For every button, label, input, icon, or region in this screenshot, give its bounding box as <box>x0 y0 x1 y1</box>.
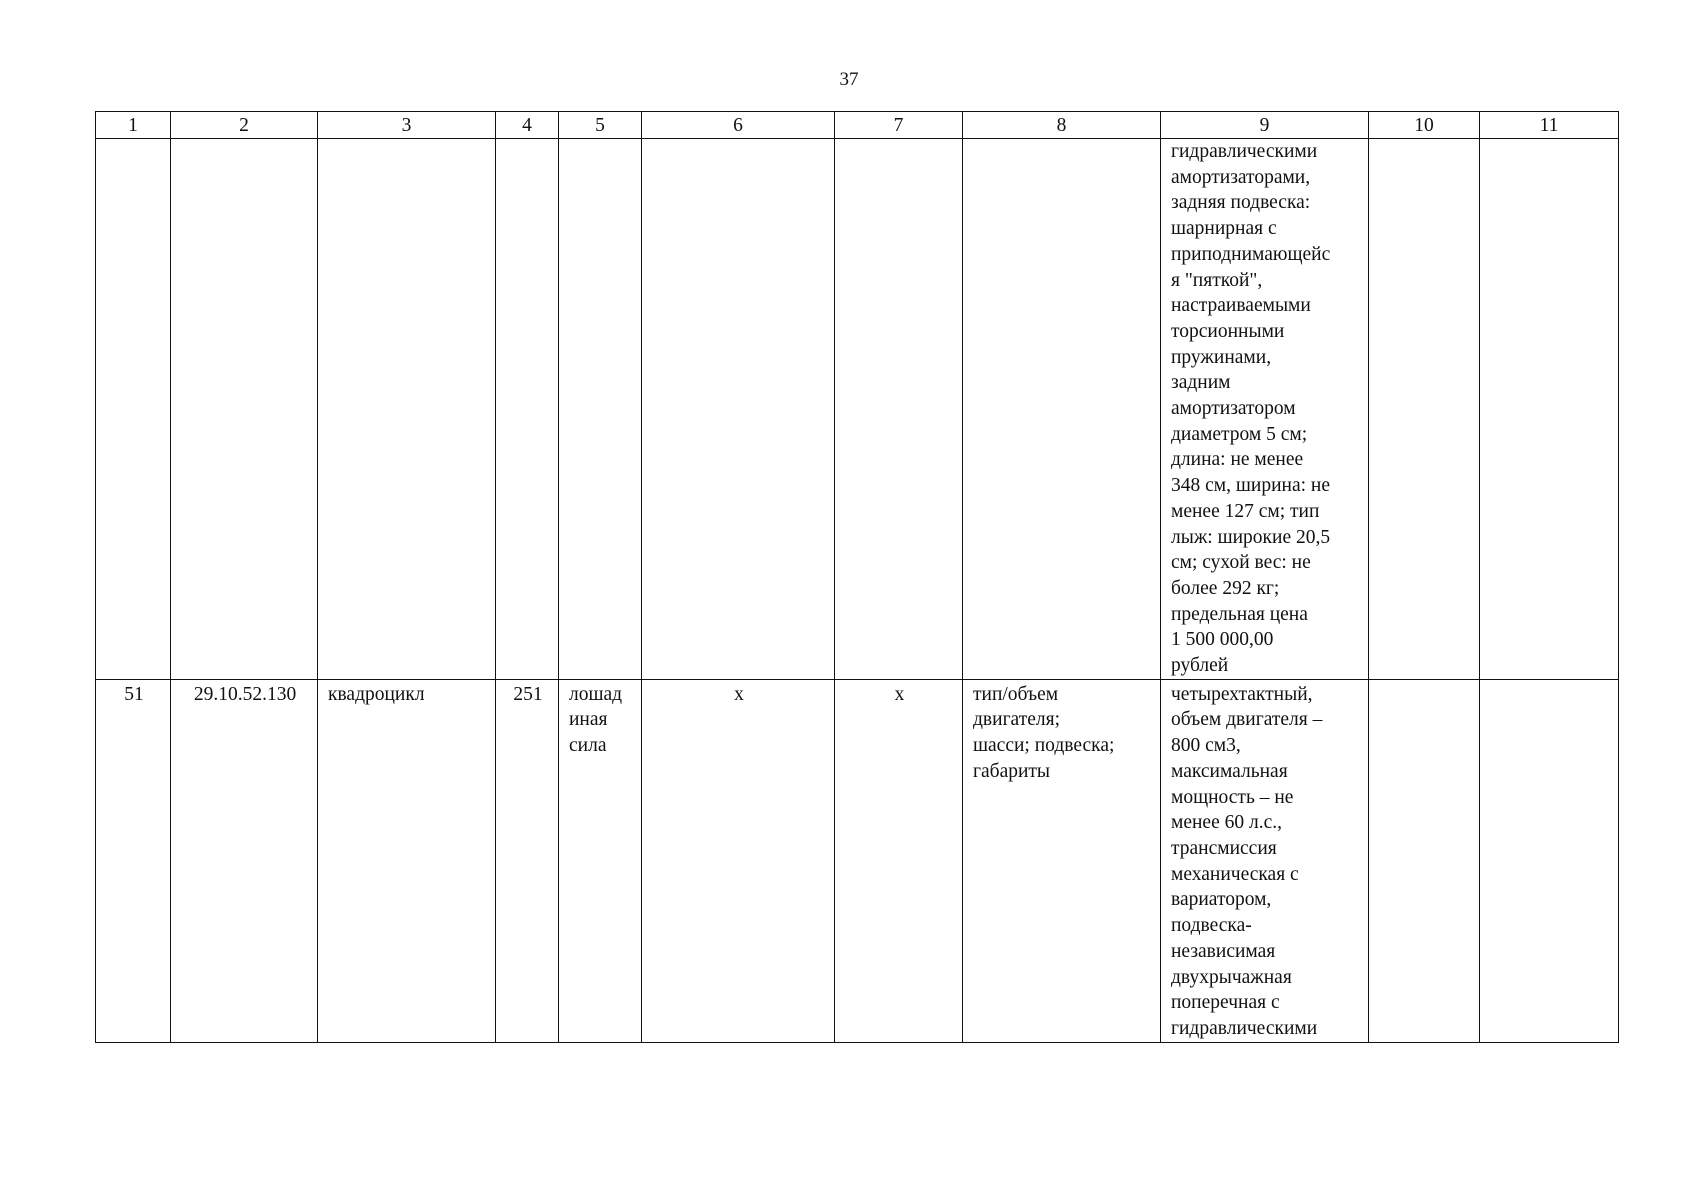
specification-table <box>95 111 1619 1043</box>
table-cell <box>496 139 559 680</box>
page-number: 37 <box>839 69 859 90</box>
okpd-code-cell: 29.10.52.130 <box>171 679 318 1042</box>
table-cell <box>963 139 1161 680</box>
product-name-cell: квадроцикл <box>318 679 496 1042</box>
unit-code-cell: 251 <box>496 679 559 1042</box>
column-header-4: 4 <box>496 112 559 139</box>
table-cell <box>835 139 963 680</box>
characteristics-cell: четырехтактный, объем двигателя – 800 см3, максимальная мощность – не менее 60 л.с., трансмиссия механическая с вариатором, подвеска- независимая двухрычажная поперечная с гидравлическими <box>1161 679 1369 1042</box>
table-cell <box>1480 139 1619 680</box>
characteristic-name-cell: тип/объем двигателя; шасси; подвеска; габариты <box>963 679 1161 1042</box>
table-cell <box>559 139 642 680</box>
column-header-9: 9 <box>1161 112 1369 139</box>
column-header-3: 3 <box>318 112 496 139</box>
table-cell: x <box>642 679 835 1042</box>
table-cell: x <box>835 679 963 1042</box>
column-header-1: 1 <box>96 112 171 139</box>
table-cell <box>1480 679 1619 1042</box>
column-header-2: 2 <box>171 112 318 139</box>
table-cell <box>96 139 171 680</box>
column-header-11: 11 <box>1480 112 1619 139</box>
characteristics-cell: гидравлическими амортизаторами, задняя подвеска: шарнирная с приподнимающейс я "пяткой", настраиваемыми торсионными пружинами, задним амортизатором диаметром 5 см; длина: не менее 348 см, ширина: не менее 127 см; тип лыж: широкие 20,5 см; сухой вес: не более 292 кг; предельная цена 1 500 000,00 рублей <box>1161 139 1369 680</box>
table-row <box>96 679 1619 1042</box>
row-number-cell: 51 <box>96 679 171 1042</box>
table-cell <box>1369 139 1480 680</box>
table-cell <box>642 139 835 680</box>
unit-name-cell: лошад иная сила <box>559 679 642 1042</box>
column-header-8: 8 <box>963 112 1161 139</box>
header-row <box>96 112 1619 139</box>
table-cell <box>1369 679 1480 1042</box>
column-header-10: 10 <box>1369 112 1480 139</box>
column-header-7: 7 <box>835 112 963 139</box>
table-cell <box>318 139 496 680</box>
column-header-6: 6 <box>642 112 835 139</box>
table-row <box>96 139 1619 680</box>
table-cell <box>171 139 318 680</box>
column-header-5: 5 <box>559 112 642 139</box>
